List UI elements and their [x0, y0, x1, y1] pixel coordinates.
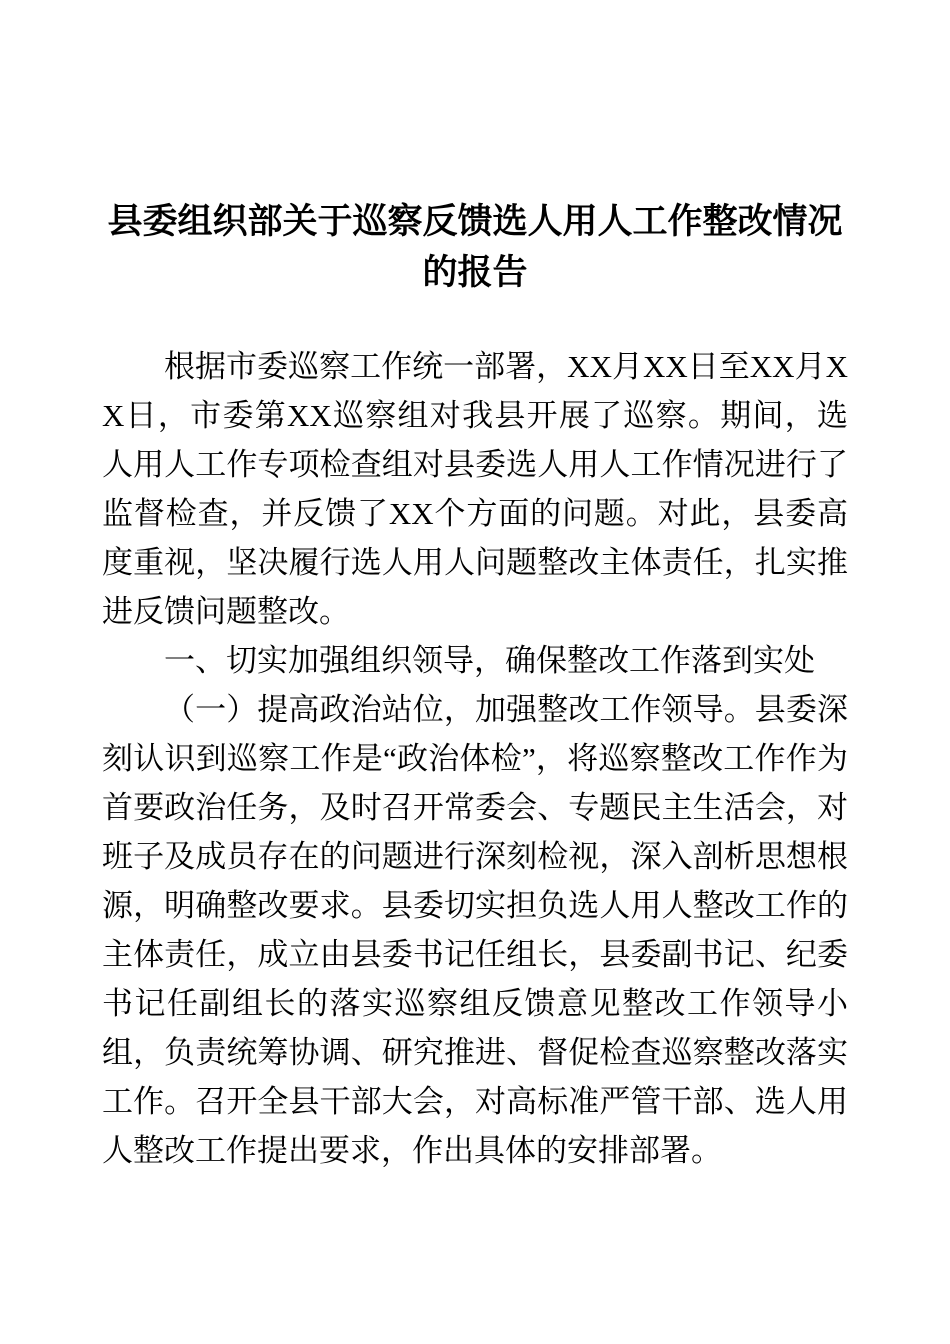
- page-title: 县委组织部关于巡察反馈选人用人工作整改情况的报告: [107, 202, 843, 292]
- paragraph-section-1-sub-1: （一）提高政治站位，加强整改工作领导。县委深刻认识到巡察工作是“政治体检”，将巡察整改工作作为首要政治任务，及时召开常委会、专题民主生活会，对班子及成员存在的问题进行深刻检视，深入剖析思想根源，明确整改要求。县委切实担负选人用人整改工作的主体责任，成立由县委书记任组长，县委副书记、纪委书记任副组长的落实巡察组反馈意见整改工作领导小组，负责统筹协调、研究推进、督促检查巡察整改落实工作。召开全县干部大会，对高标准严管干部、选人用人整改工作提出要求，作出具体的安排部署。: [102, 692, 848, 1168]
- document-body: [102, 196, 848, 1175]
- section-heading-1: 一、切实加强组织领导，确保整改工作落到实处: [164, 643, 815, 678]
- paragraph-intro: 根据市委巡察工作统一部署，XX月XX日至XX月XX日，市委第XX巡察组对我县开展了巡察。期间，选人用人工作专项检查组对县委选人用人工作情况进行了监督检查，并反馈了XX个方面的问题。对此，县委高度重视，坚决履行选人用人问题整改主体责任，扎实推进反馈问题整改。: [102, 349, 848, 629]
